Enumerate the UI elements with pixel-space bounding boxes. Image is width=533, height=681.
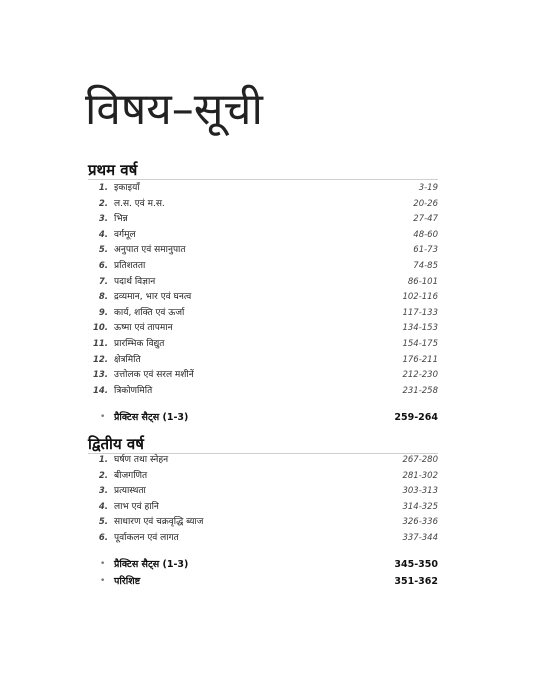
page-range: 212-230 [402, 370, 438, 381]
toc-list-second-year [88, 453, 438, 590]
toc-row[interactable] [88, 275, 438, 291]
toc-row[interactable] [88, 243, 438, 259]
chapter-title: क्षेत्रमिति [114, 354, 141, 365]
chapter-title: कार्य, शक्ति एवं ऊर्जा [114, 307, 185, 318]
page-range: 61-73 [413, 245, 438, 256]
chapter-title: अनुपात एवं समानुपात [114, 245, 186, 256]
chapter-title: ल.स. एवं म.स. [114, 198, 165, 209]
chapter-number: 13. [92, 370, 108, 381]
page-range: 303-313 [402, 486, 438, 497]
toc-row[interactable] [88, 469, 438, 485]
page-range: 74-85 [413, 260, 438, 271]
toc-row[interactable] [88, 290, 438, 306]
chapter-number: 5. [98, 517, 108, 528]
section-heading-first-year: प्रथम वर्ष [88, 161, 138, 179]
bullet-icon: • [100, 558, 106, 569]
toc-row[interactable] [88, 384, 438, 400]
chapter-title: साधारण एवं चक्रवृद्धि ब्याज [114, 517, 204, 528]
chapter-title: प्रतिशतता [114, 260, 146, 271]
toc-row[interactable] [88, 181, 438, 197]
page-range: 154-175 [402, 338, 438, 349]
toc-row[interactable] [88, 353, 438, 369]
toc-row-appendix[interactable] [88, 573, 438, 590]
page-range: 326-336 [402, 517, 438, 528]
chapter-number: 4. [98, 229, 108, 240]
page-range: 48-60 [413, 229, 438, 240]
chapter-number: 7. [98, 276, 108, 287]
chapter-number: 9. [98, 307, 108, 318]
page-range: 259-264 [394, 412, 438, 424]
chapter-title: भिन्न [114, 214, 128, 225]
chapter-number: 2. [98, 198, 108, 209]
section-divider [88, 179, 438, 180]
chapter-number: 5. [98, 245, 108, 256]
page-range: 231-258 [402, 385, 438, 396]
entry-title: प्रैक्टिस सैट्स (1-3) [114, 412, 189, 424]
page-range: 314-325 [402, 501, 438, 512]
chapter-title: लाभ एवं हानि [114, 501, 159, 512]
toc-row[interactable] [88, 197, 438, 213]
chapter-number: 4. [98, 501, 108, 512]
toc-row[interactable] [88, 531, 438, 547]
entry-title: प्रैक्टिस सैट्स (1-3) [114, 558, 189, 570]
chapter-title: ऊष्मा एवं तापमान [114, 323, 173, 334]
page-range: 176-211 [402, 354, 438, 365]
chapter-number: 1. [98, 455, 108, 465]
page-range: 345-350 [394, 558, 438, 570]
entry-title: परिशिष्ट [114, 575, 141, 587]
chapter-title: घर्षण तथा स्नेहन [114, 455, 169, 465]
page-range: 351-362 [394, 575, 438, 587]
toc-row-practice-sets[interactable] [88, 409, 438, 426]
chapter-number: 3. [98, 486, 108, 497]
page-range: 337-344 [402, 532, 438, 543]
chapter-title: इकाइयाँ [114, 183, 140, 193]
chapter-title: द्रव्यमान, भार एवं घनत्व [114, 292, 192, 303]
chapter-number: 2. [98, 470, 108, 481]
chapter-title: पूर्वाकलन एवं लागत [114, 532, 179, 543]
page-range: 20-26 [413, 198, 438, 209]
page-range: 134-153 [402, 323, 438, 334]
toc-row[interactable] [88, 453, 438, 469]
toc-row[interactable] [88, 515, 438, 531]
chapter-title: त्रिकोणमिति [114, 385, 153, 396]
chapter-number: 3. [98, 214, 108, 225]
chapter-number: 10. [92, 323, 108, 334]
chapter-title: प्रत्यास्थता [114, 486, 146, 497]
chapter-number: 8. [98, 292, 108, 303]
chapter-number: 11. [92, 338, 108, 349]
chapter-number: 12. [92, 354, 108, 365]
page-range: 281-302 [402, 470, 438, 481]
toc-row[interactable] [88, 259, 438, 275]
chapter-title: प्रारम्भिक विद्युत [114, 338, 165, 349]
page-range: 117-133 [402, 307, 438, 318]
chapter-number: 6. [98, 260, 108, 271]
page-range: 3-19 [418, 183, 438, 193]
toc-row[interactable] [88, 337, 438, 353]
toc-row[interactable] [88, 228, 438, 244]
toc-row[interactable] [88, 306, 438, 322]
chapter-title: बीजगणित [114, 470, 148, 481]
page-range: 27-47 [413, 214, 438, 225]
page-range: 86-101 [407, 276, 438, 287]
chapter-title: पदार्थ विज्ञान [114, 276, 156, 287]
toc-row[interactable] [88, 212, 438, 228]
section-heading-second-year: द्वितीय वर्ष [88, 435, 144, 453]
toc-list-first-year [88, 181, 438, 426]
chapter-title: वर्गमूल [114, 229, 136, 240]
page-range: 267-280 [402, 455, 438, 465]
bullet-icon: • [100, 412, 106, 423]
toc-row[interactable] [88, 500, 438, 516]
chapter-title: उत्तोलक एवं सरल मशीनें [114, 370, 194, 381]
chapter-number: 6. [98, 532, 108, 543]
toc-row[interactable] [88, 368, 438, 384]
page-title: विषय–सूची [85, 84, 263, 135]
toc-row-practice-sets[interactable] [88, 556, 438, 573]
toc-row[interactable] [88, 321, 438, 337]
page-range: 102-116 [402, 292, 438, 303]
toc-row[interactable] [88, 484, 438, 500]
chapter-number: 1. [98, 183, 108, 193]
bullet-icon: • [100, 575, 106, 586]
chapter-number: 14. [92, 385, 108, 396]
